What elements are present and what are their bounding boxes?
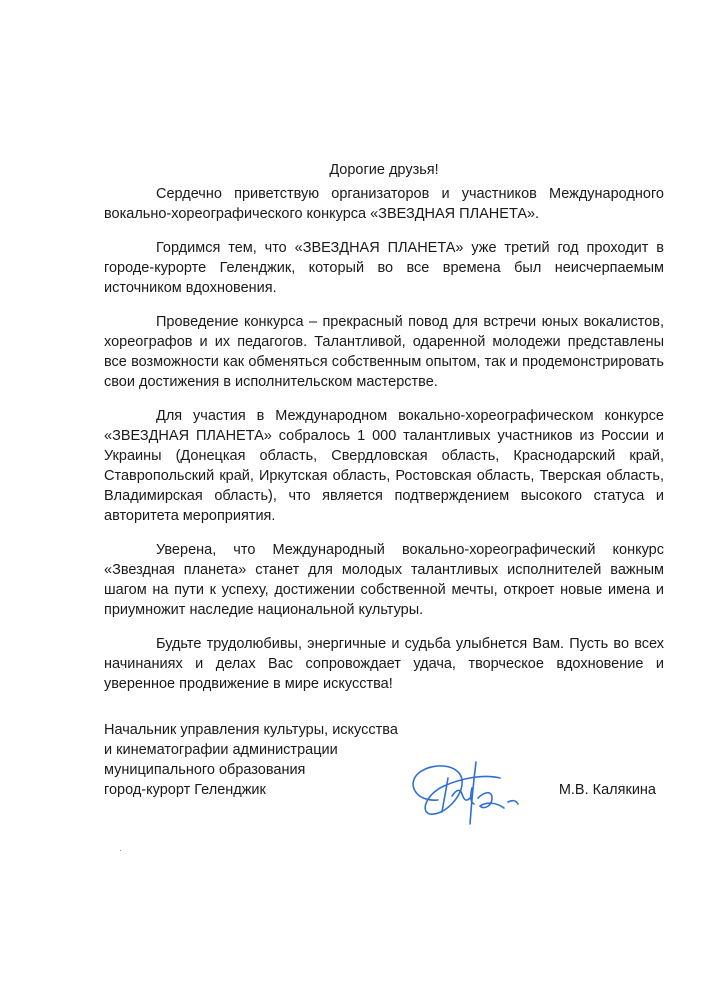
paragraph-1: Сердечно приветствую организаторов и участников Международного вокально-хореографического конкурса «ЗВЕЗДНАЯ ПЛАНЕТА». bbox=[104, 186, 664, 222]
signatory-title-line-3: муниципального образования bbox=[104, 762, 306, 778]
paragraph-2: Гордимся тем, что «ЗВЕЗДНАЯ ПЛАНЕТА» уже третий год проходит в городе-курорте Геленджик, который во все времена был неисчерпаемым источником вдохновения. bbox=[104, 240, 664, 296]
letter-body bbox=[104, 184, 664, 708]
paragraph-5: Уверена, что Международный вокально-хореографический конкурс «Звездная планета» станет для молодых талантливых исполнителей важным шагом на пути к успеху, достижении собственной мечты, откроет новые имена и приумножит наследие национальной культуры. bbox=[104, 542, 664, 618]
signatory-title-line-1: Начальник управления культуры, искусства bbox=[104, 722, 398, 738]
signatory-title-line-4: город-курорт Геленджик bbox=[104, 782, 266, 798]
paragraph-6: Будьте трудолюбивы, энергичные и судьба улыбнется Вам. Пусть во всех начинаниях и делах Вас сопровождает удача, творческое вдохновение и уверенное продвижение в мире искусства! bbox=[104, 636, 664, 692]
signatory-title-line-2: и кинематографии администрации bbox=[104, 742, 338, 758]
letter-greeting: Дорогие друзья! bbox=[329, 162, 439, 178]
paragraph-3: Проведение конкурса – прекрасный повод для встречи юных вокалистов, хореографов и их педагогов. Талантливой, одаренной молодежи представлены все возможности как обменяться собственным опытом, так и продемонстрировать свои достижения в исполнительском мастерстве. bbox=[104, 314, 664, 390]
handwritten-signature bbox=[400, 738, 540, 838]
signature-block bbox=[104, 720, 664, 840]
signatory-name: М.В. Калякина bbox=[558, 782, 656, 798]
signatory-title bbox=[104, 720, 424, 800]
scan-speck bbox=[120, 850, 121, 851]
paragraph-4: Для участия в Международном вокально-хореографическом конкурсе «ЗВЕЗДНАЯ ПЛАНЕТА» собралось 1 000 талантливых участников из России и Украины (Донецкая область, Свердловская область, Краснодарский край, Ставропольский край, Иркутская область, Ростовская область, Тверская область, Владимирская область), что является подтверждением высокого статуса и авторитета мероприятия. bbox=[104, 408, 664, 524]
letter bbox=[104, 0, 664, 1000]
